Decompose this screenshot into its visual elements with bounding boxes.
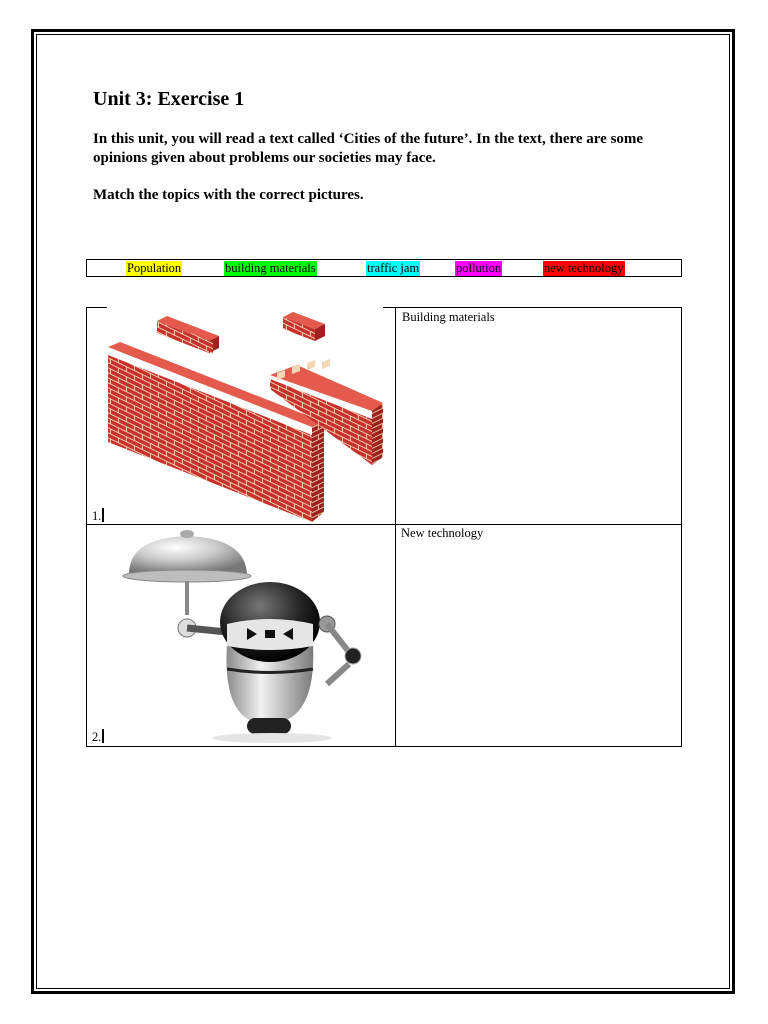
row-number-1: 1. <box>92 508 104 524</box>
topic-population: Population <box>127 261 182 275</box>
picture-cell-2 <box>86 524 396 747</box>
robot-waiter-picture <box>87 524 395 745</box>
answer-cell-1[interactable] <box>395 307 682 525</box>
page-title: Unit 3: Exercise 1 <box>93 88 245 110</box>
row-number-2: 2. <box>92 729 104 745</box>
topic-traffic-jam: traffic jam <box>367 261 420 275</box>
topics-bar <box>86 259 682 277</box>
match-table <box>86 307 682 747</box>
picture-cell-1 <box>86 307 396 525</box>
topic-building-materials: building materials <box>225 261 316 275</box>
brick-wall-picture <box>87 307 395 523</box>
answer-text-2: New technology <box>401 526 484 540</box>
topic-new-technology: new technology <box>544 261 624 275</box>
instruction-paragraph: Match the topics with the correct pictures. <box>93 187 364 203</box>
answer-text-1: Building materials <box>402 310 495 324</box>
answer-cell-2[interactable] <box>395 524 682 747</box>
intro-paragraph: In this unit, you will read a text called ‘Cities of the future’. In the text, there are some opinions given about problems our societies may face. <box>93 131 644 166</box>
topic-pollution: pollution <box>456 261 502 275</box>
